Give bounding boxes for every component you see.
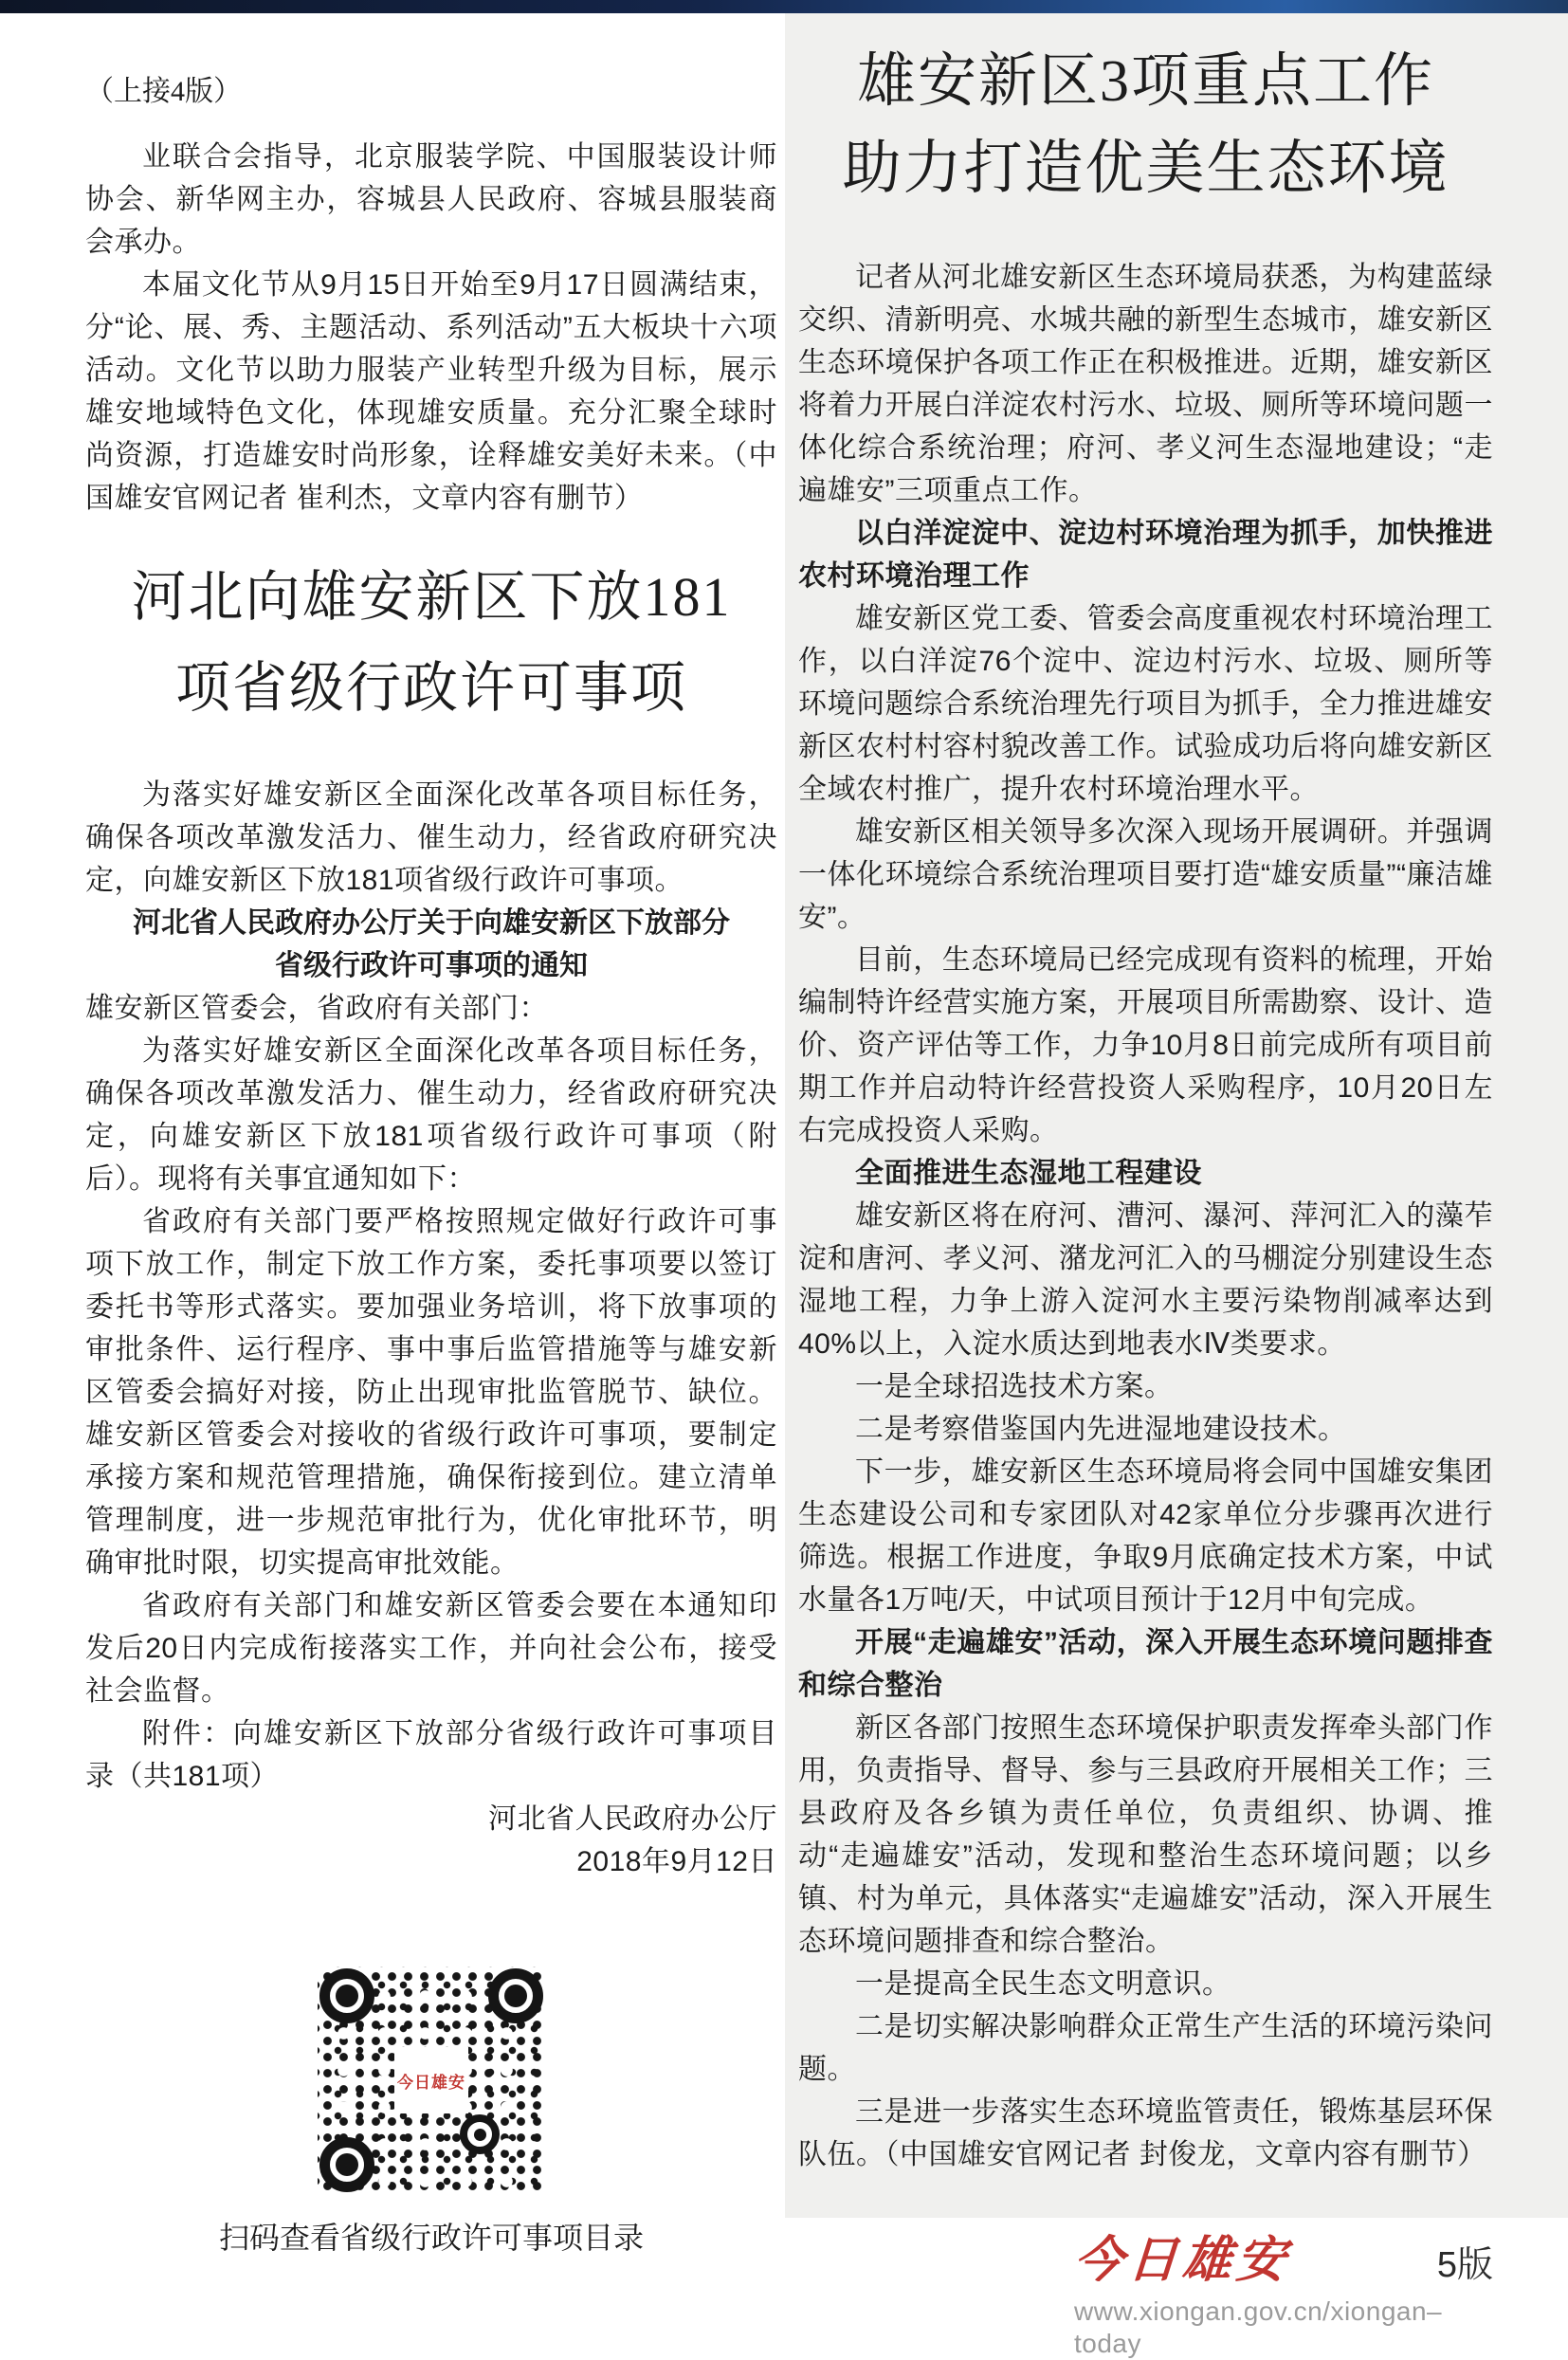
article-paragraph: 省政府有关部门和雄安新区管委会要在本通知印发后20日内完成衔接落实工作，并向社会公布，接受社会监督。 bbox=[85, 1590, 777, 1707]
notice-salutation: 雄安新区管委会，省政府有关部门： bbox=[85, 993, 548, 1024]
qr-alignment-icon bbox=[460, 2114, 500, 2154]
headline-line: 河北向雄安新区下放181 bbox=[131, 566, 732, 628]
notice-title: 河北省人民政府办公厅关于向雄安新区下放部分省级行政许可事项的通知 bbox=[133, 907, 730, 981]
right-column bbox=[798, 38, 1493, 2360]
left-column bbox=[85, 70, 777, 2257]
qr-block bbox=[85, 1967, 777, 2257]
notice-date: 2018年9月12日 bbox=[576, 1846, 777, 1877]
article-subhead: 全面推进生态湿地工程建设 bbox=[855, 1158, 1202, 1189]
qr-code bbox=[318, 1967, 545, 2194]
qr-finder-icon bbox=[488, 1968, 543, 2023]
article-paragraph: 一是全球招选技术方案。 bbox=[855, 1371, 1174, 1402]
article-paragraph: 二是考察借鉴国内先进湿地建设技术。 bbox=[855, 1414, 1347, 1445]
website-url: www.xiongan.gov.cn/xiongan–today bbox=[1074, 2296, 1443, 2358]
continuation-note: （上接4版） bbox=[85, 76, 242, 107]
qr-caption: 扫码查看省级行政许可事项目录 bbox=[218, 2221, 644, 2255]
article-paragraph: 业联合会指导，北京服装学院、中国服装设计师协会、新华网主办，容城县人民政府、容城县服装商会承办。 bbox=[85, 141, 777, 258]
headline-ecology bbox=[798, 38, 1493, 212]
headline-line: 助力打造优美生态环境 bbox=[842, 137, 1449, 201]
page-number: 5版 bbox=[1436, 2245, 1493, 2285]
article-paragraph: 新区各部门按照生态环境保护职责发挥牵头部门作用，负责指导、督导、参与三县政府开展相关工作；三县政府及各乡镇为责任单位，负责组织、协调、推动“走遍雄安”活动，发现和整治生态环境问题；以乡镇、村为单元，具体落实“走遍雄安”活动，深入开展生态环境问题排查和综合整治。 bbox=[798, 1712, 1493, 1957]
qr-finder-icon bbox=[319, 2137, 374, 2192]
qr-finder-icon bbox=[319, 1968, 374, 2023]
article-paragraph: 附件：向雄安新区下放部分省级行政许可事项目录（共181项） bbox=[85, 1718, 777, 1792]
headline-line: 雄安新区3项重点工作 bbox=[856, 49, 1434, 114]
article-paragraph: 为落实好雄安新区全面深化改革各项目标任务，确保各项改革激发活力、催生动力，经省政府研究决定，向雄安新区下放181项省级行政许可事项（附后）。现将有关事宜通知如下： bbox=[85, 1035, 777, 1195]
article-paragraph: 二是切实解决影响群众正常生产生活的环境污染问题。 bbox=[798, 2011, 1493, 2085]
article-paragraph: 目前，生态环境局已经完成现有资料的梳理，开始编制特许经营实施方案，开展项目所需勘察、设计、造价、资产评估等工作，力争10月8日前完成所有项目前期工作并启动特许经营投资人采购程序，10月20日左右完成投资人采购。 bbox=[798, 944, 1493, 1146]
article-paragraph: 雄安新区将在府河、漕河、瀑河、萍河汇入的藻苲淀和唐河、孝义河、潴龙河汇入的马棚淀分别建设生态湿地工程，力争上游入淀河水主要污染物削减率达到40%以上，入淀水质达到地表水Ⅳ类要求。 bbox=[798, 1200, 1493, 1360]
article-paragraph: 下一步，雄安新区生态环境局将会同中国雄安集团生态建设公司和专家团队对42家单位分步骤再次进行筛选。根据工作进度，争取9月底确定技术方案，中试水量各1万吨/天，中试项目预计于12月中旬完成。 bbox=[798, 1456, 1493, 1616]
article-paragraph: 本届文化节从9月15日开始至9月17日圆满结束，分“论、展、秀、主题活动、系列活动”五大板块十六项活动。文化节以助力服装产业转型升级为目标，展示雄安地域特色文化，体现雄安质量。充分汇聚全球时尚资源，打造雄安时尚形象，诠释雄安美好未来。（中国雄安官网记者 崔利杰，文章内容有删节） bbox=[85, 269, 777, 514]
masthead-logo: 今日雄安 bbox=[1072, 2234, 1293, 2288]
article-paragraph: 省政府有关部门要严格按照规定做好行政许可事项下放工作，制定下放工作方案，委托事项要以签订委托书等形式落实。要加强业务培训，将下放事项的审批条件、运行程序、事中事后监管措施等与雄安新区管委会搞好对接，防止出现审批监管脱节、缺位。雄安新区管委会对接收的省级行政许可事项，要制定承接方案和规范管理措施，确保衔接到位。建立清单管理制度，进一步规范审批行为，优化审批环节，明确审批时限，切实提高审批效能。 bbox=[85, 1206, 777, 1579]
article-paragraph: 雄安新区党工委、管委会高度重视农村环境治理工作，以白洋淀76个淀中、淀边村污水、垃圾、厕所等环境问题综合系统治理先行项目为抓手，全力推进雄安新区农村村容村貌改善工作。试验成功后将向雄安新区全域农村推广，提升农村环境治理水平。 bbox=[798, 603, 1493, 805]
notice-signature: 河北省人民政府办公厅 bbox=[488, 1803, 777, 1835]
article-paragraph: 为落实好雄安新区全面深化改革各项目标任务，确保各项改革激发活力、催生动力，经省政府研究决定，向雄安新区下放181项省级行政许可事项。 bbox=[85, 779, 777, 896]
article-paragraph: 雄安新区相关领导多次深入现场开展调研。并强调一体化环境综合系统治理项目要打造“雄安质量”“廉洁雄安”。 bbox=[798, 816, 1493, 933]
page-footer bbox=[1074, 2235, 1493, 2360]
article-subhead: 以白洋淀淀中、淀边村环境治理为抓手，加快推进农村环境治理工作 bbox=[798, 518, 1493, 592]
article-paragraph: 一是提高全民生态文明意识。 bbox=[855, 1968, 1231, 2000]
headline-licenses bbox=[85, 552, 777, 734]
article-paragraph: 三是进一步落实生态环境监管责任，锻炼基层环保队伍。（中国雄安官网记者 封俊龙，文章内容有删节） bbox=[798, 2096, 1493, 2170]
article-subhead: 开展“走遍雄安”活动，深入开展生态环境问题排查和综合整治 bbox=[798, 1627, 1493, 1701]
article-paragraph: 记者从河北雄安新区生态环境局获悉，为构建蓝绿交织、清新明亮、水城共融的新型生态城市，雄安新区生态环境保护各项工作正在积极推进。近期，雄安新区将着力开展白洋淀农村污水、垃圾、厕所等环境问题一体化综合系统治理；府河、孝义河生态湿地建设；“走遍雄安”三项重点工作。 bbox=[798, 262, 1493, 506]
top-navy-bar bbox=[0, 0, 1568, 13]
headline-line: 项省级行政许可事项 bbox=[174, 657, 687, 719]
qr-center-label: 今日雄安 bbox=[394, 2047, 468, 2113]
